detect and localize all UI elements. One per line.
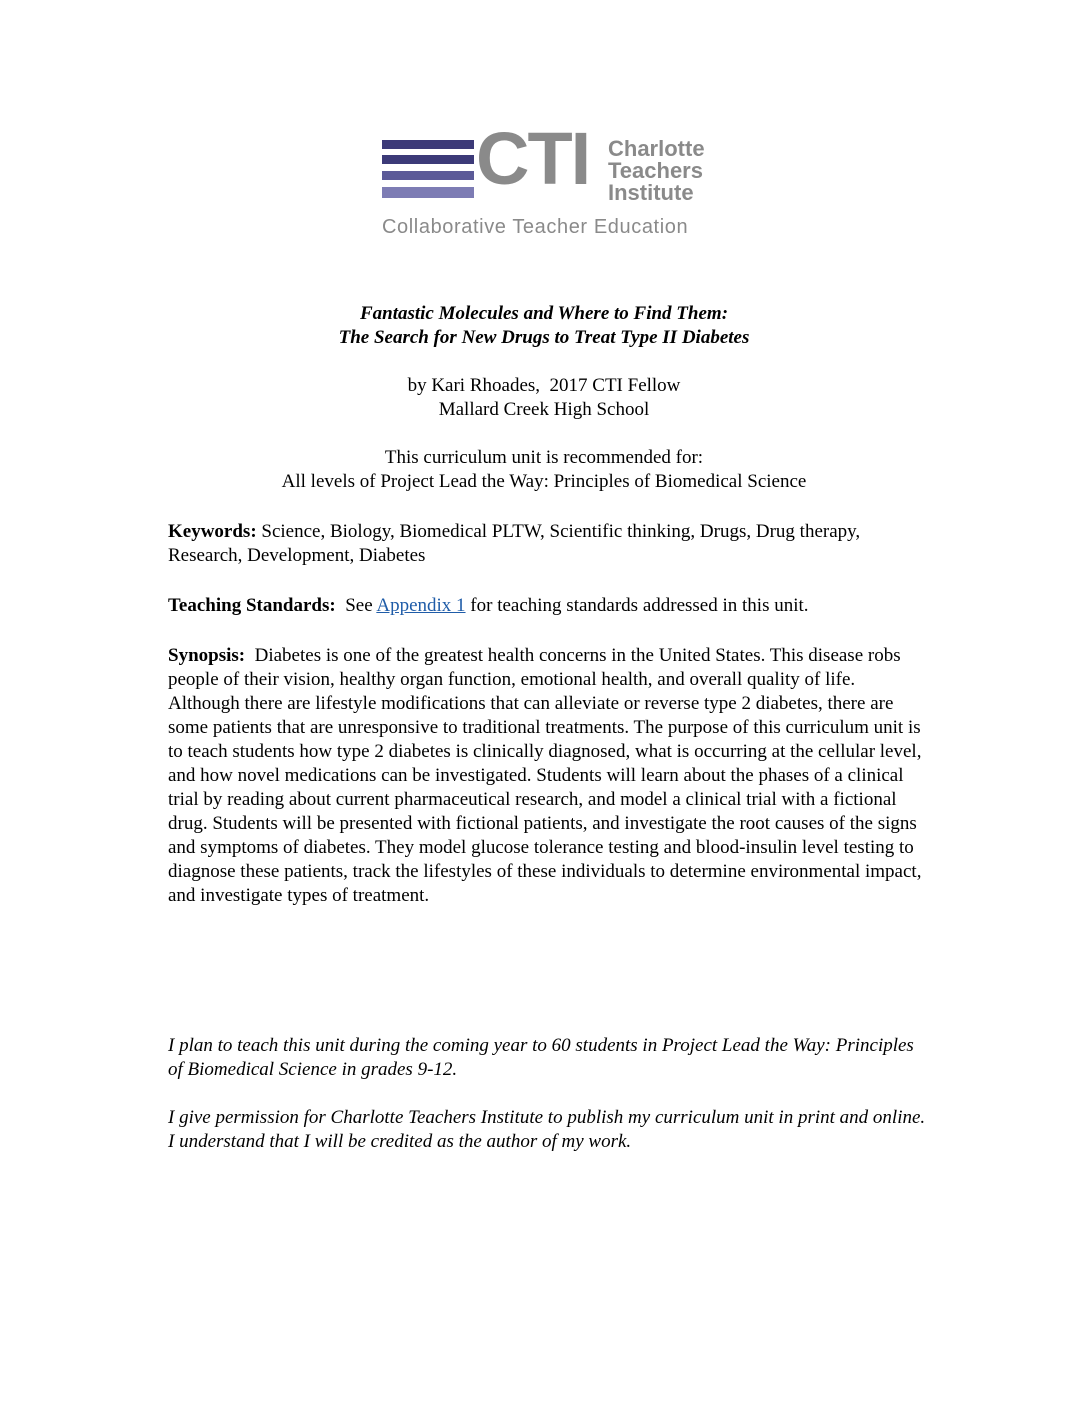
recommendation-line-2: All levels of Project Lead the Way: Principles of Biomedical Science: [281, 471, 807, 492]
synopsis-paragraph: [168, 644, 928, 908]
recommendation-line-1: This curriculum unit is recommended for:: [384, 447, 704, 468]
cti-logo: [380, 117, 740, 246]
synopsis-label: Synopsis:: [168, 645, 246, 666]
logo-name: [608, 138, 705, 204]
logo-name-line: Charlotte: [608, 136, 705, 161]
title-line-1: Fantastic Molecules and Where to Find Them:: [359, 303, 729, 324]
document-title: [0, 302, 1088, 350]
keywords-label: Keywords:: [168, 521, 257, 542]
byline: [0, 374, 1088, 422]
logo-acronym: CTI: [476, 117, 590, 200]
title-line-2: The Search for New Drugs to Treat Type II Diabetes: [338, 327, 750, 348]
keywords-paragraph: [168, 520, 928, 568]
appendix-1-link[interactable]: Appendix 1: [376, 595, 466, 616]
teaching-standards-paragraph: [168, 594, 928, 618]
author-line: by Kari Rhoades, 2017 CTI Fellow: [407, 375, 681, 396]
logo-name-line: Institute: [608, 180, 694, 205]
recommendation: [0, 446, 1088, 494]
standards-pre-text: See: [335, 595, 377, 616]
synopsis-text: Diabetes is one of the greatest health concerns in the United States. This disease robs people of their vision, healthy organ function, emotional health, and overall quality of life. Although there are lifestyle modifications that can alleviate or reverse type 2 diabetes, there are some patients that are unresponsive to traditional treatments. The purpose of this curriculum unit is to teach students how type 2 diabetes is clinically diagnosed, what is occurring at the cellular level, and how novel medications can be investigated. Students will learn about the phases of a clinical trial by reading about current pharmaceutical research, and model a clinical trial with a fictional drug. Students will be presented with fictional patients, and investigate the root causes of the signs and symptoms of diabetes. They model glucose tolerance testing and blood-insulin level testing to diagnose these patients, track the lifestyles of these individuals to determine environmental impact, and investigate types of treatment.: [168, 645, 927, 906]
standards-label: Teaching Standards:: [168, 595, 336, 616]
standards-post-text: for teaching standards addressed in this unit.: [465, 595, 809, 616]
logo-stripes-icon: [382, 140, 474, 208]
permission-statement: I give permission for Charlotte Teachers Institute to publish my curriculum unit in print and online. I understand that I will be credited as the author of my work.: [168, 1107, 926, 1152]
school-line: Mallard Creek High School: [438, 399, 650, 420]
logo-name-line: Teachers: [608, 158, 703, 183]
teaching-plan-statement: I plan to teach this unit during the coming year to 60 students in Project Lead the Way: Principles of Biomedical Science in grades 9-12.: [168, 1035, 914, 1080]
logo-tagline: Collaborative Teacher Education: [382, 216, 689, 238]
keywords-text: Science, Biology, Biomedical PLTW, Scientific thinking, Drugs, Drug therapy, Research, Development, Diabetes: [168, 521, 861, 566]
